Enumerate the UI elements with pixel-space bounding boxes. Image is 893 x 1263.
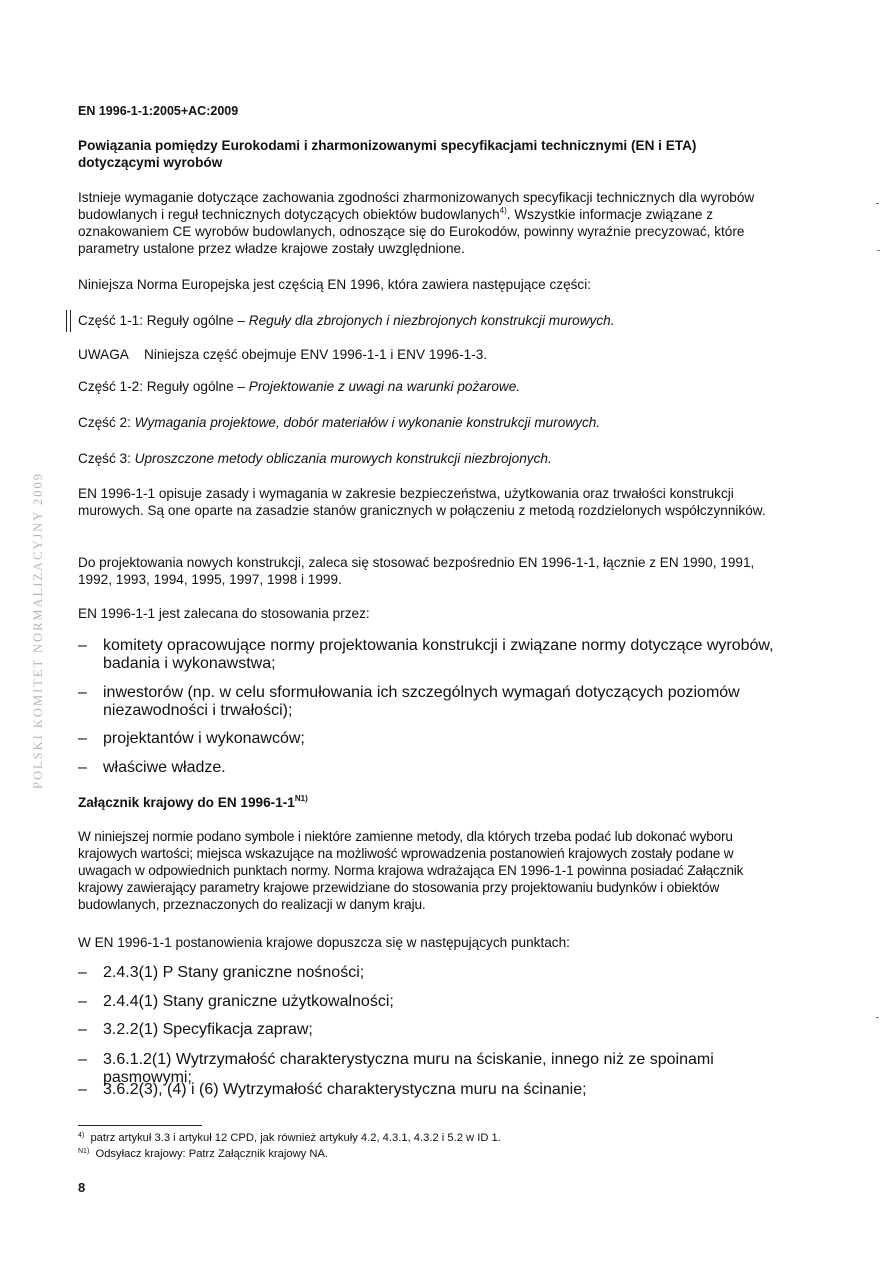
list-dash: – [78,993,87,1010]
paragraph-provisions-intro: W EN 1996-1-1 postanowienia krajowe dopuszcza się w następujących punktach: [78,935,570,950]
list-dash: – [78,1081,87,1098]
note-text: Niniejsza część obejmuje ENV 1996-1-1 i ENV 1996-1-3. [144,347,488,362]
list-dash: – [78,1021,87,1038]
scan-speck [877,250,880,251]
provision-item-text: 3.6.2(3), (4) i (6) Wytrzymałość charakterystyczna muru na ścinanie; [103,1081,587,1098]
scan-speck [876,1017,879,1018]
part-item-1-1 [78,312,774,329]
list-dash: – [78,730,87,747]
paragraph-scope: EN 1996-1-1 opisuje zasady i wymagania w zakresie bezpieczeństwa, użytkowania oraz trwałości konstrukcji murowych. Są one oparte na zasadzie stanów granicznych w połączeniu z metodą rozdzielonych współczynników. [78,486,766,518]
paragraph-harmonization-part1: Istnieje wymaganie dotyczące zachowania zgodności zharmonizowanych specyfikacji technicznych dla wyrobów budowlanych i reguł technicznych dotyczących obiektów budowlanych [78,190,755,222]
part-title: Uproszczone metody obliczania murowych konstrukcji niezbrojonych. [134,451,552,466]
part-title: Wymagania projektowe, dobór materiałów i wykonanie konstrukcji murowych. [134,415,601,430]
part-prefix: Część 2: [78,415,135,430]
watermark-text: POLSKI KOMITET NORMALIZACYJNY 2009 [30,471,45,789]
provision-item-text: 2.4.4(1) Stany graniczne użytkowalności; [103,993,394,1010]
change-bar [66,310,71,332]
footnote-n1 [78,1147,328,1161]
paragraph-parts-intro: Niniejsza Norma Europejska jest częścią EN 1996, która zawiera następujące części: [78,277,592,292]
list-dash: – [78,759,87,776]
provision-item-text: 3.6.1.2(1) Wytrzymałość charakterystyczna muru na ściskanie, innego niż ze spoinami pasmowymi; [103,1051,714,1086]
page-number: 8 [78,1180,86,1195]
scan-speck [876,203,879,204]
note [78,346,774,363]
side-watermark [30,455,46,805]
national-annex-heading-text: Załącznik krajowy do EN 1996-1-1 [78,795,295,810]
paragraph-harmonization-part2: . Wszystkie informacje związane z oznakowaniem CE wyrobów budowlanych, odnoszące się do Eurokodów, powinny wyraźnie precyzować, które parametry ustalone przez władze krajowe zostały uwzględnione. [78,207,745,256]
note-label: UWAGA [78,347,129,362]
paragraph-design: Do projektowania nowych konstrukcji, zaleca się stosować bezpośrednio EN 1996-1-1, łącznie z EN 1990, 1991, 1992, 1993, 1994, 1995, 1997, 1998 i 1999. [78,555,755,587]
list-item-text: projektantów i wykonawców; [103,730,305,747]
part-item-3 [78,450,774,467]
part-item-2 [78,414,774,431]
footnote-mark: N1) [78,1148,90,1155]
list-item-text: komitety opracowujące normy projektowania konstrukcji i związane normy dotyczące wyrobów, badania i wykonawstwa; [103,637,774,672]
provision-item-text: 3.2.2(1) Specyfikacja zapraw; [103,1021,313,1038]
paragraph-recommended: EN 1996-1-1 jest zalecana do stosowania przez: [78,606,370,621]
footnote-mark: 4) [78,1132,85,1139]
paragraph-harmonization [78,189,774,257]
part-prefix: Część 1-2: Reguły ogólne – [78,379,249,394]
footnote-ref-n1: N1) [294,794,308,803]
footnote-text: Odsyłacz krajowy: Patrz Załącznik krajowy NA. [95,1148,329,1160]
section-heading-eurocodes: Powiązania pomiędzy Eurokodami i zharmonizowanymi specyfikacjami technicznymi (EN i ETA) dotyczącymi wyrobów [78,138,697,170]
standard-identifier: EN 1996-1-1:2005+AC:2009 [78,104,239,118]
list-item-text: właściwe władze. [103,759,226,776]
paragraph-national-annex: W niniejszej normie podano symbole i niektóre zamienne metody, dla których trzeba podać lub dokonać wyboru krajowych wartości; miejsca wskazujące na możliwość wprowadzenia postanowień krajowych zostały podane w uwagach w odpowiednich punktach normy. Norma krajowa wdrażająca EN 1996-1-1 powinna posiadać Załącznik krajowy zawierający parametry krajowe przewidziane do stosowania przy projektowaniu budynków i obiektów budowlanych, przeznaczonych do realizacji w danym kraju. [78,829,744,912]
list-dash: – [78,684,87,701]
part-title: Reguły dla zbrojonych i niezbrojonych konstrukcji murowych. [248,313,615,328]
part-item-1-2 [78,378,774,395]
footnote-separator [78,1125,202,1126]
footnote-text: patrz artykuł 3.3 i artykuł 12 CPD, jak również artykuły 4.2, 4.3.1, 4.3.2 i 5.2 w ID 1. [90,1132,501,1144]
part-title: Projektowanie z uwagi na warunki pożarowe. [248,379,521,394]
footnote-ref-4: 4) [499,206,507,215]
list-dash: – [78,637,87,654]
list-dash: – [78,964,87,981]
part-prefix: Część 1-1: Reguły ogólne – [78,313,249,328]
section-heading-national-annex [78,794,774,811]
list-item-text: inwestorów (np. w celu sformułowania ich szczególnych wymagań dotyczących poziomów niezawodności i trwałości); [103,684,740,719]
part-prefix: Część 3: [78,451,135,466]
footnote-4 [78,1131,501,1145]
list-dash: – [78,1051,87,1068]
provision-item-text: 2.4.3(1) P Stany graniczne nośności; [103,964,365,981]
